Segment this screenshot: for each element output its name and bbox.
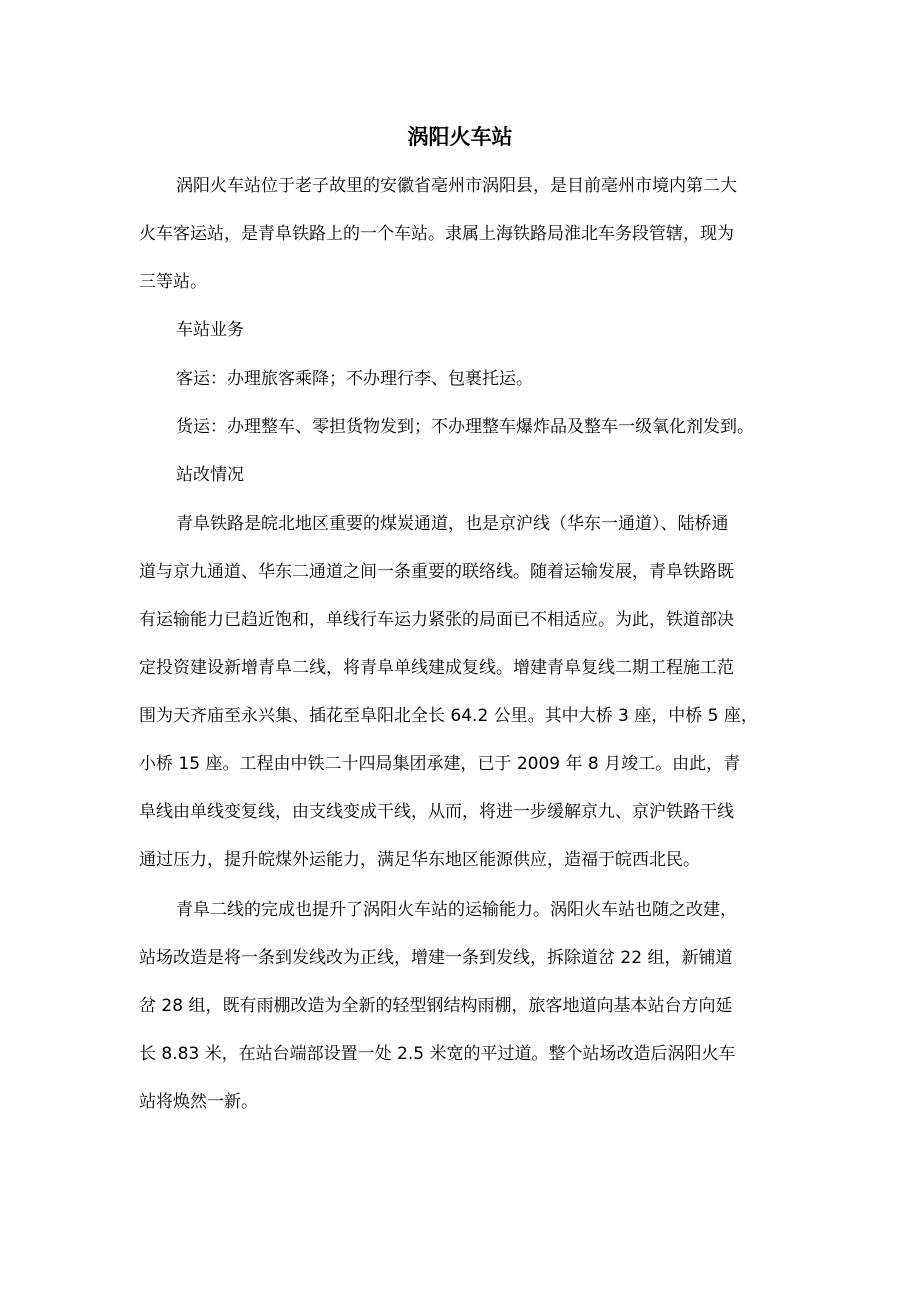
page-title: 涡阳火车站 bbox=[407, 125, 513, 149]
renovation-line: 有运输能力已趋近饱和，单线行车运力紧张的局面已不相适应。为此，铁道部决 bbox=[139, 610, 734, 630]
station-upgrade-line: 站将焕然一新。 bbox=[139, 1092, 258, 1112]
intro-line: 涡阳火车站位于老子故里的安徽省亳州市涡阳县，是目前亳州市境内第二大 bbox=[176, 176, 737, 196]
renovation-line: 围为天齐庙至永兴集、插花至阜阳北全长 64.2 公里。其中大桥 3 座，中桥 5 座， bbox=[139, 706, 758, 726]
renovation-line: 小桥 15 座。工程由中铁二十四局集团承建，已于 2009 年 8 月竣工。由此，青 bbox=[139, 754, 741, 774]
renovation-line: 青阜铁路是皖北地区重要的煤炭通道，也是京沪线（华东一通道）、陆桥通 bbox=[176, 514, 729, 534]
passenger-service-line: 客运：办理旅客乘降；不办理行李、包裹托运。 bbox=[176, 369, 533, 389]
renovation-line: 通过压力，提升皖煤外运能力，满足华东地区能源供应，造福于皖西北民。 bbox=[139, 850, 700, 870]
station-upgrade-line: 青阜二线的完成也提升了涡阳火车站的运输能力。涡阳火车站也随之改建， bbox=[176, 900, 737, 920]
station-upgrade-line: 长 8.83 米，在站台端部设置一处 2.5 米宽的平过道。整个站场改造后涡阳火车 bbox=[139, 1044, 736, 1064]
intro-line: 火车客运站，是青阜铁路上的一个车站。隶属上海铁路局淮北车务段管辖，现为 bbox=[139, 224, 734, 244]
station-upgrade-line: 站场改造是将一条到发线改为正线，增建一条到发线，拆除道岔 22 组，新铺道 bbox=[139, 948, 733, 968]
section-heading-renovation: 站改情况 bbox=[176, 465, 244, 485]
freight-service-line: 货运：办理整车、零担货物发到；不办理整车爆炸品及整车一级氧化剂发到。 bbox=[176, 417, 754, 437]
station-upgrade-line: 岔 28 组，既有雨棚改造为全新的轻型钢结构雨棚，旅客地道向基本站台方向延 bbox=[139, 996, 733, 1016]
intro-line: 三等站。 bbox=[139, 272, 207, 292]
section-heading-business: 车站业务 bbox=[176, 320, 244, 340]
renovation-line: 阜线由单线变复线，由支线变成干线，从而，将进一步缓解京九、京沪铁路干线 bbox=[139, 802, 734, 822]
renovation-line: 定投资建设新增青阜二线，将青阜单线建成复线。增建青阜复线二期工程施工范 bbox=[139, 658, 734, 678]
renovation-line: 道与京九通道、华东二通道之间一条重要的联络线。随着运输发展，青阜铁路既 bbox=[139, 562, 734, 582]
